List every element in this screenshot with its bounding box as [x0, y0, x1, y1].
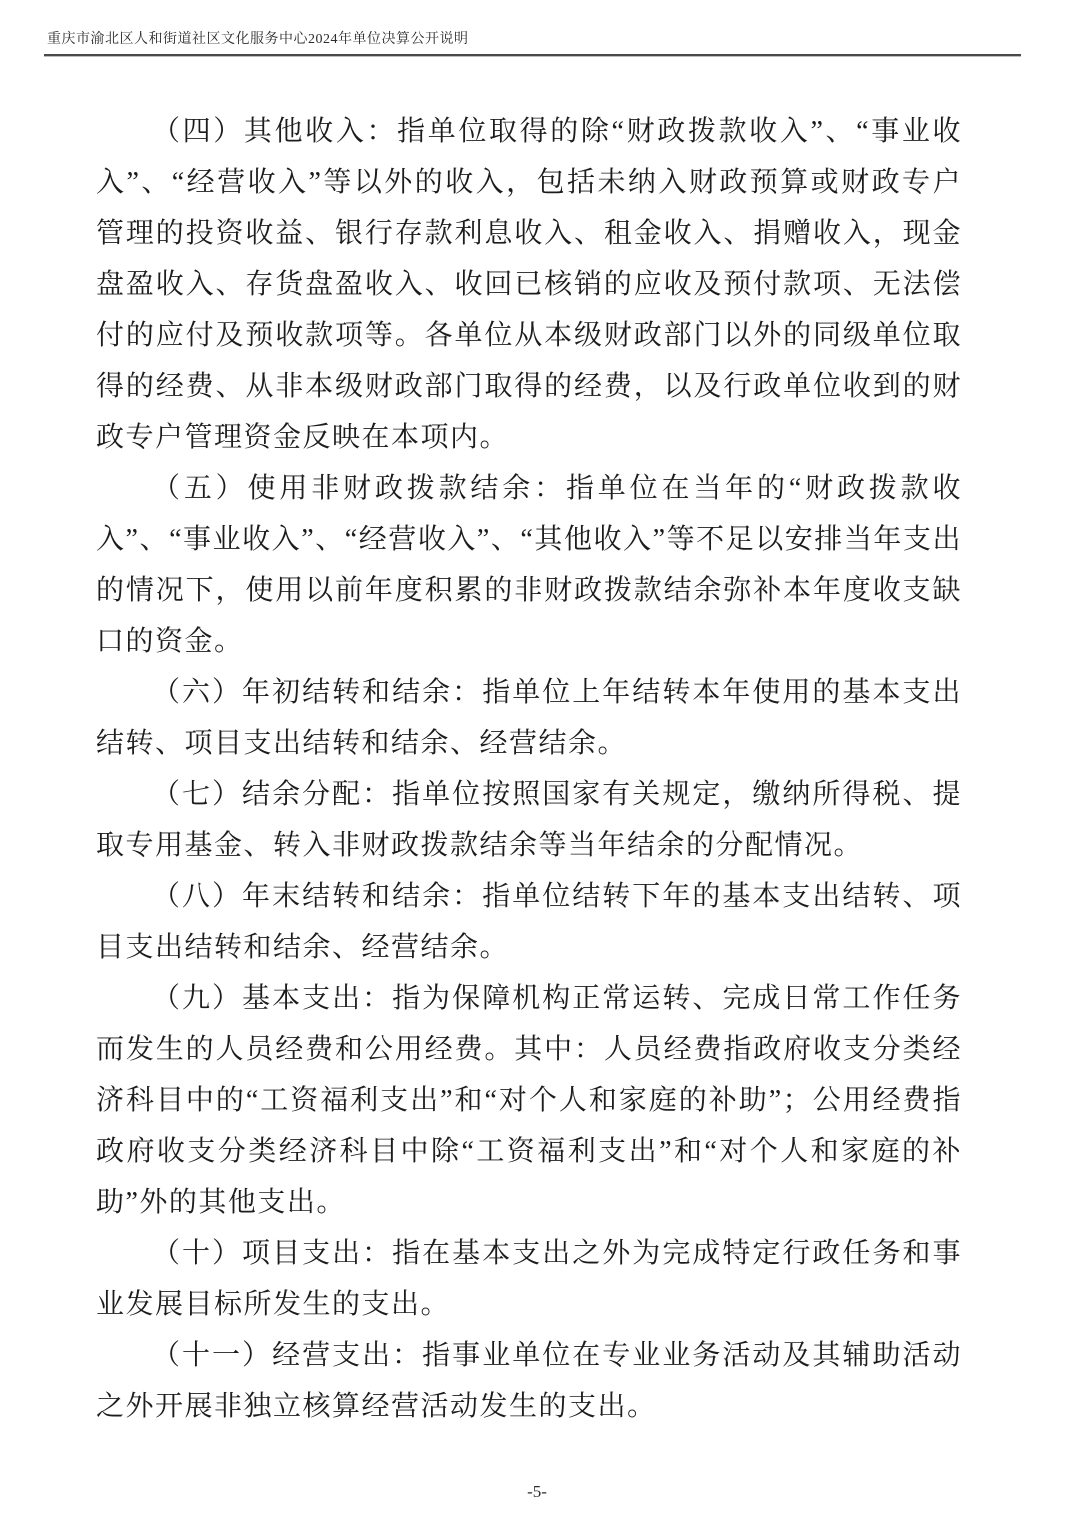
paragraph: （九）基本支出：指为保障机构正常运转、完成日常工作任务而发生的人员经费和公用经费。其中：人员经费指政府收支分类经济科目中的“工资福利支出”和“对个人和家庭的补助”；公用经费指政府收支分类经济科目中除“工资福利支出”和“对个人和家庭的补助”外的其他支出。	[96, 983, 962, 1218]
paragraph: （十）项目支出：指在基本支出之外为完成特定行政任务和事业发展目标所发生的支出。	[96, 1238, 962, 1320]
page-footer	[0, 1481, 1074, 1503]
page-number: -5-	[527, 1482, 547, 1501]
page-header	[44, 30, 1021, 57]
header-rule	[44, 54, 1021, 57]
document-body	[96, 106, 962, 1432]
paragraph: （五）使用非财政拨款结余：指单位在当年的“财政拨款收入”、“事业收入”、“经营收入”、“其他收入”等不足以安排当年支出的情况下，使用以前年度积累的非财政拨款结余弥补本年度收支缺口的资金。	[96, 473, 962, 657]
paragraph: （四）其他收入：指单位取得的除“财政拨款收入”、“事业收入”、“经营收入”等以外的收入，包括未纳入财政预算或财政专户管理的投资收益、银行存款利息收入、租金收入、捐赠收入，现金盘盈收入、存货盘盈收入、收回已核销的应收及预付款项、无法偿付的应付及预收款项等。各单位从本级财政部门以外的同级单位取得的经费、从非本级财政部门取得的经费，以及行政单位收到的财政专户管理资金反映在本项内。	[96, 116, 962, 453]
paragraph: （七）结余分配：指单位按照国家有关规定，缴纳所得税、提取专用基金、转入非财政拨款结余等当年结余的分配情况。	[96, 779, 962, 861]
paragraph: （六）年初结转和结余：指单位上年结转本年使用的基本支出结转、项目支出结转和结余、经营结余。	[96, 677, 962, 759]
paragraph: （八）年末结转和结余：指单位结转下年的基本支出结转、项目支出结转和结余、经营结余。	[96, 881, 962, 963]
header-title: 重庆市渝北区人和街道社区文化服务中心2024年单位决算公开说明	[47, 32, 469, 47]
paragraph: （十一）经营支出：指事业单位在专业业务活动及其辅助活动之外开展非独立核算经营活动发生的支出。	[96, 1340, 962, 1422]
